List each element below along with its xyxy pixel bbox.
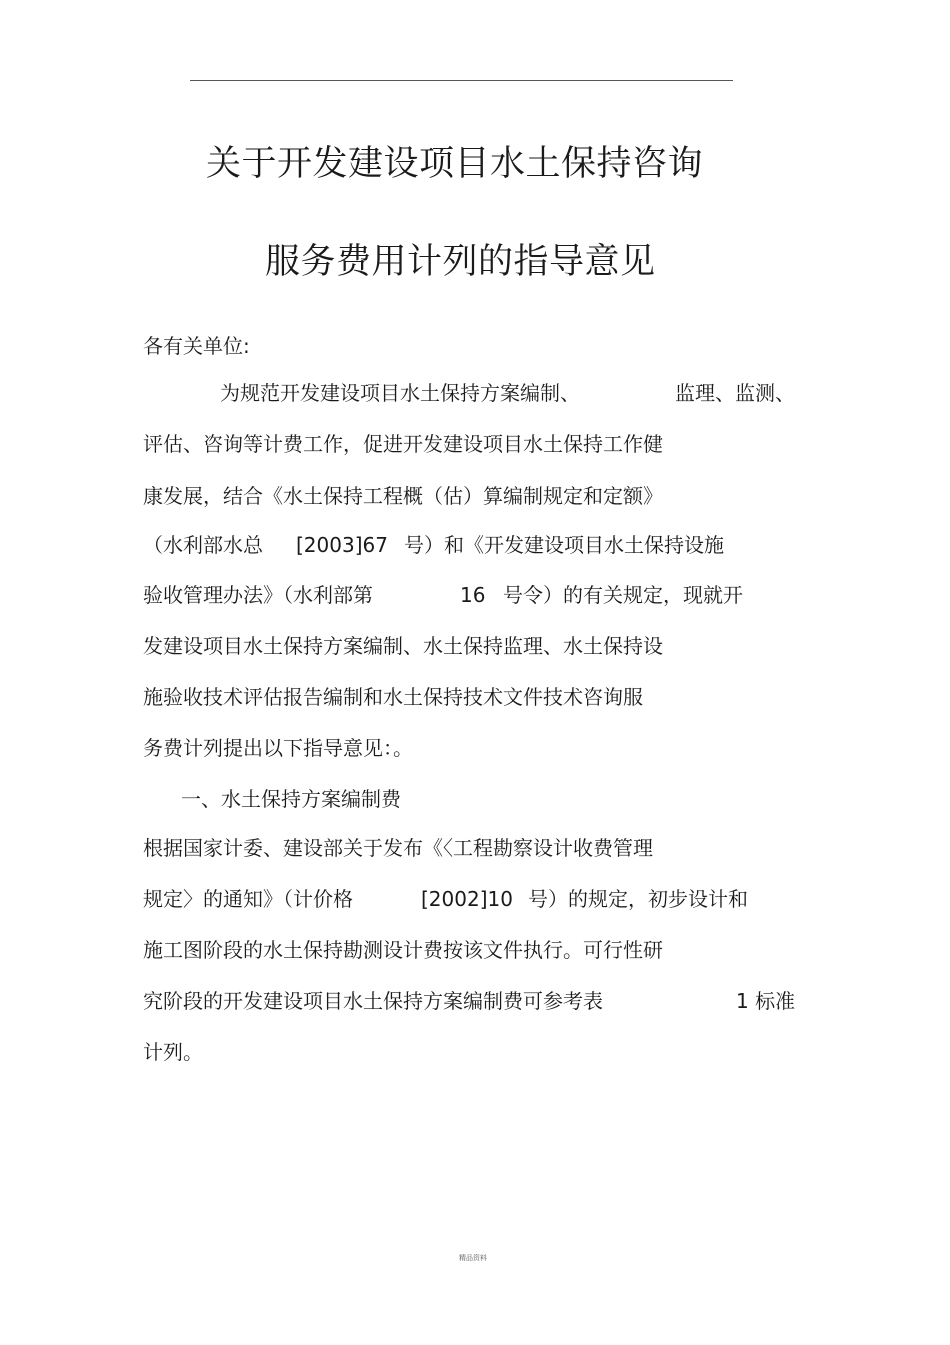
body-line: 16: [460, 583, 486, 607]
document-title-line-2: 服务费用计列的指导意见: [265, 242, 656, 282]
header-rule: [190, 80, 733, 81]
page-footer: 精品资料: [459, 1254, 487, 1262]
body-line: 施验收技术评估报告编制和水土保持技术文件技术咨询服: [143, 685, 643, 709]
body-line: 评估、咨询等计费工作，促进开发建设项目水土保持工作健: [143, 432, 663, 456]
body-line: 号）的规定，初步设计和: [528, 887, 748, 911]
body-line: 康发展，结合《水土保持工程概（估）算编制规定和定额》: [143, 484, 663, 508]
body-line: [2003]67: [296, 533, 388, 557]
body-line: （水利部水总: [143, 533, 263, 557]
body-line: 号令）的有关规定，现就开: [503, 583, 743, 607]
body-line: 号）和《开发建设项目水土保持设施: [404, 533, 724, 557]
body-line: 根据国家计委、建设部关于发布《〈工程勘察设计收费管理: [143, 836, 653, 860]
body-line: 为规范开发建设项目水土保持方案编制、: [220, 381, 580, 405]
salutation: 各有关单位:: [143, 334, 250, 358]
body-line: [2002]10: [421, 887, 513, 911]
body-line: 规定〉的通知》（计价格: [143, 887, 353, 911]
body-line: 究阶段的开发建设项目水土保持方案编制费可参考表: [143, 989, 603, 1013]
body-line: 1 标准: [736, 989, 796, 1013]
section-heading: 一、水土保持方案编制费: [181, 787, 401, 811]
body-line: 计列。: [143, 1040, 203, 1064]
body-line: 发建设项目水土保持方案编制、水土保持监理、水土保持设: [143, 634, 663, 658]
body-line: 务费计列提出以下指导意见：。: [143, 736, 413, 760]
body-line: 验收管理办法》（水利部第: [143, 583, 373, 607]
document-title-line-1: 关于开发建设项目水土保持咨询: [206, 144, 704, 184]
body-line: 施工图阶段的水土保持勘测设计费按该文件执行。可行性研: [143, 938, 663, 962]
body-line: 监理、监测、: [675, 381, 795, 405]
